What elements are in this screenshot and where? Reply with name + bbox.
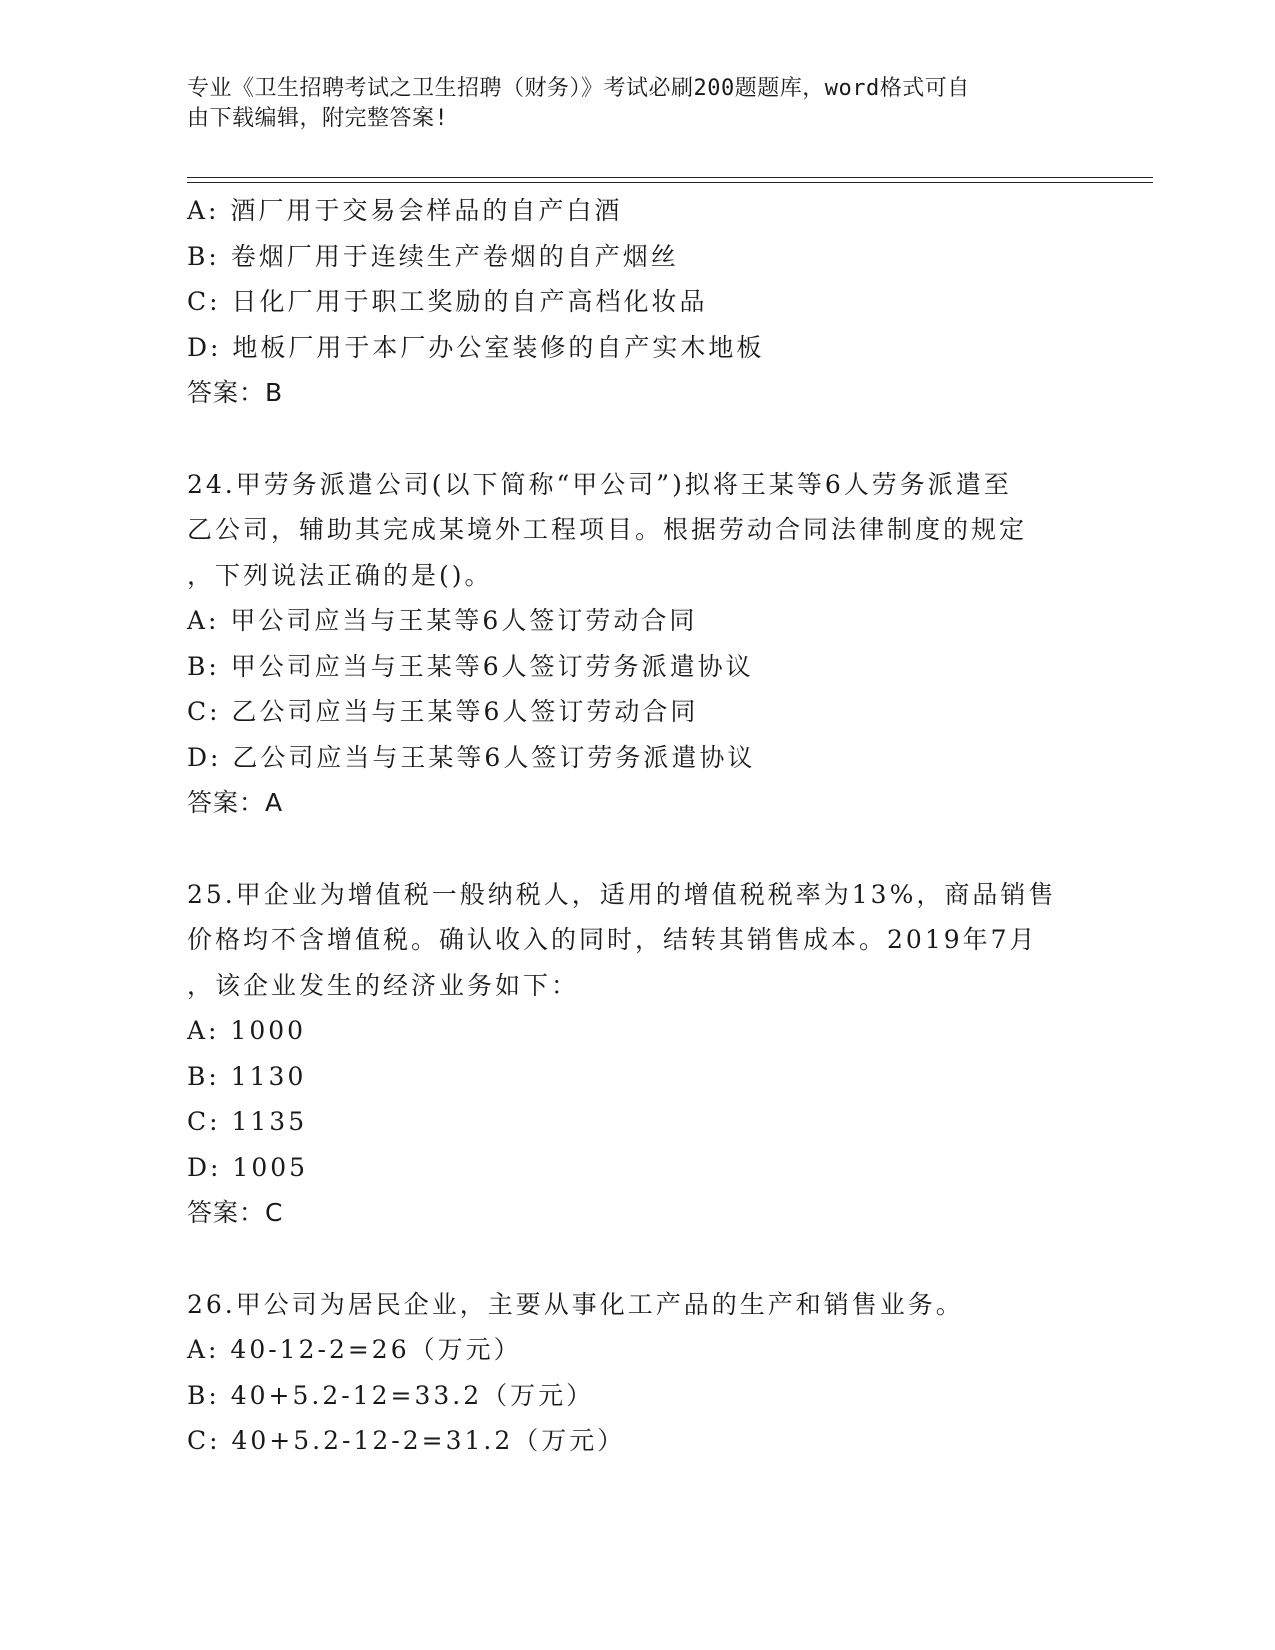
answer-line: 答案：A (187, 788, 284, 817)
question-stem-line: ，下列说法正确的是()。 (187, 560, 493, 590)
header-divider-top (187, 177, 1153, 178)
answer-line: 答案：B (187, 378, 284, 407)
question-stem-line: 乙公司，辅助其完成某境外工程项目。根据劳动合同法律制度的规定 (187, 515, 1028, 544)
question-25 (187, 872, 1087, 1236)
option-c: C: 日化厂用于职工奖励的自产高档化妆品 (187, 287, 708, 316)
option-c: C: 1135 (187, 1107, 308, 1136)
option-d: D: 地板厂用于本厂办公室装修的自产实木地板 (187, 332, 765, 362)
answer-line: 答案：C (187, 1198, 284, 1227)
header-line-2: 由下载编辑，附完整答案! (187, 106, 449, 131)
question-stem-line: ，该企业发生的经济业务如下： (187, 970, 580, 1000)
question-26 (187, 1282, 1087, 1464)
question-stem-line: 价格均不含增值税。确认收入的同时，结转其销售成本。2019年7月 (187, 925, 1038, 954)
option-d: D: 乙公司应当与王某等6人签订劳务派遣协议 (187, 742, 756, 772)
option-b: B: 卷烟厂用于连续生产卷烟的自产烟丝 (187, 241, 679, 271)
question-stem-line: 26.甲公司为居民企业，主要从事化工产品的生产和销售业务。 (187, 1289, 964, 1319)
question-23-tail (187, 188, 1087, 416)
option-c: C: 乙公司应当与王某等6人签订劳动合同 (187, 697, 699, 726)
document-body (187, 188, 1087, 1464)
header-line-1: 专业《卫生招聘考试之卫生招聘（财务）》考试必刷200题题库，word格式可自 (187, 76, 970, 101)
option-a: A: 40-12-2=26（万元） (187, 1335, 522, 1364)
question-24 (187, 462, 1087, 826)
option-a: A: 甲公司应当与王某等6人签订劳动合同 (187, 606, 698, 635)
option-d: D: 1005 (187, 1152, 309, 1182)
header-divider-bottom (187, 182, 1153, 183)
document-header (187, 74, 1067, 134)
option-a: A: 酒厂用于交易会样品的自产白酒 (187, 196, 623, 225)
option-b: B: 40+5.2-12=33.2（万元） (187, 1380, 595, 1410)
option-b: B: 1130 (187, 1061, 307, 1091)
option-c: C: 40+5.2-12-2=31.2（万元） (187, 1426, 626, 1455)
question-stem-line: 25.甲企业为增值税一般纳税人，适用的增值税税率为13%，商品销售 (187, 879, 1057, 909)
option-a: A: 1000 (187, 1016, 307, 1045)
question-stem-line: 24.甲劳务派遣公司(以下简称“甲公司”)拟将王某等6人劳务派遣至 (187, 469, 1012, 499)
option-b: B: 甲公司应当与王某等6人签订劳务派遣协议 (187, 651, 754, 681)
